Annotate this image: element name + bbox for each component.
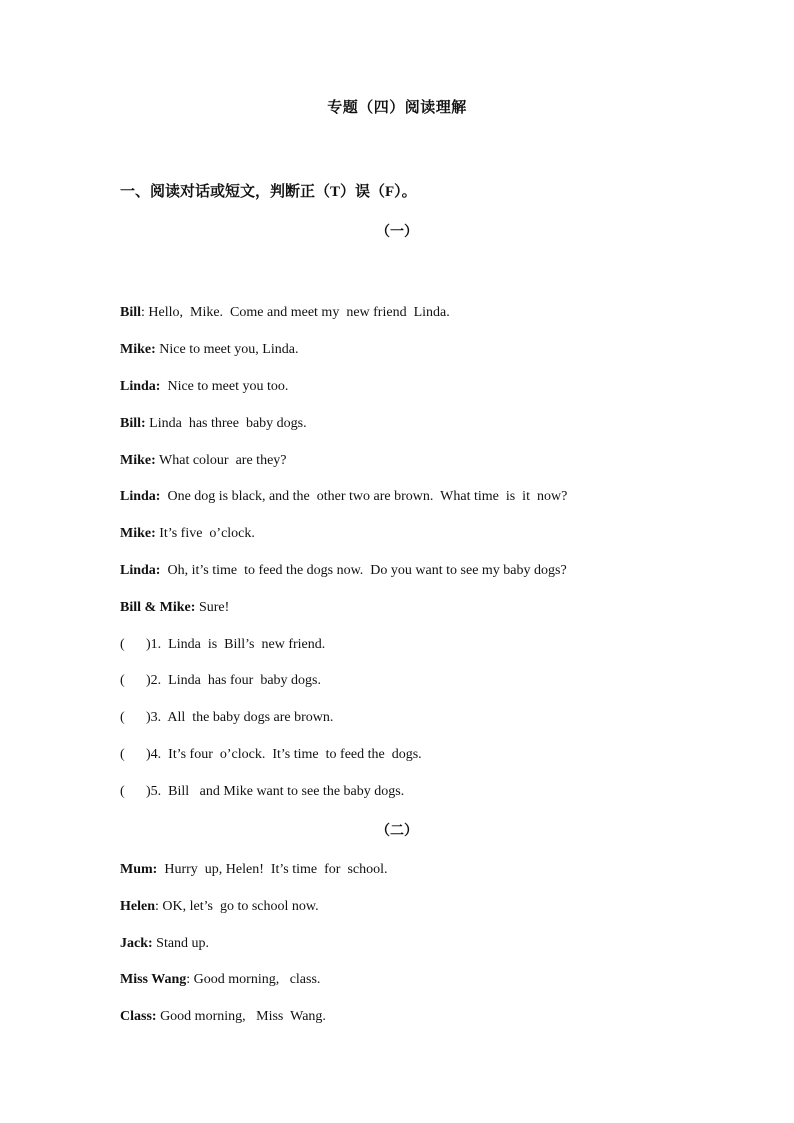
answer-blank-open[interactable]: ( xyxy=(120,673,125,688)
dialogue-line xyxy=(120,898,319,916)
question-text: 2. Linda has four baby dogs. xyxy=(150,673,321,688)
dialogue-line xyxy=(120,861,388,879)
speaker-separator: : xyxy=(155,899,159,914)
answer-blank-close: ) xyxy=(146,673,151,688)
speaker-separator: : xyxy=(186,972,191,987)
dialogue-line xyxy=(120,525,255,543)
true-false-question xyxy=(120,672,321,690)
dialogue-line xyxy=(120,304,450,322)
speaker-name: Jack: xyxy=(120,936,153,951)
true-false-question xyxy=(120,709,333,727)
speaker-name: Bill & Mike: xyxy=(120,600,196,615)
true-false-question xyxy=(120,636,325,654)
dialogue-line xyxy=(120,935,209,953)
part-two-label: （二） xyxy=(376,824,418,839)
dialogue-text: Hello, Mike. Come and meet my new friend Linda. xyxy=(144,305,450,320)
dialogue-line xyxy=(120,415,307,433)
answer-blank-close: ) xyxy=(146,747,151,762)
answer-blank-close: ) xyxy=(146,637,151,652)
speaker-name: Bill: xyxy=(120,416,146,431)
answer-blank-close: ) xyxy=(146,784,151,799)
speaker-name: Linda: xyxy=(120,563,161,578)
dialogue-text: Nice to meet you, Linda. xyxy=(155,342,299,357)
answer-blank-close: ) xyxy=(146,710,151,725)
dialogue-line xyxy=(120,488,567,506)
dialogue-text: Oh, it’s time to feed the dogs now. Do you want to see my baby dogs? xyxy=(160,563,567,578)
dialogue-line xyxy=(120,1008,326,1026)
dialogue-text: Stand up. xyxy=(152,936,210,951)
dialogue-text: Good morning, Miss Wang. xyxy=(156,1009,326,1024)
speaker-name: Helen xyxy=(120,899,155,914)
dialogue-text: What colour are they? xyxy=(155,453,287,468)
page-title: 专题（四）阅读理解 xyxy=(327,100,467,116)
speaker-name: Linda: xyxy=(120,489,161,504)
question-text: 1. Linda is Bill’s new friend. xyxy=(150,637,326,652)
speaker-name: Bill xyxy=(120,305,142,320)
dialogue-text: One dog is black, and the other two are brown. What time is it now? xyxy=(160,489,568,504)
speaker-separator: : xyxy=(141,305,145,320)
part-one-label: （一） xyxy=(376,225,418,240)
dialogue-line xyxy=(120,378,288,396)
dialogue-text: Hurry up, Helen! It’s time for school. xyxy=(157,862,388,877)
speaker-name: Miss Wang xyxy=(120,972,187,987)
question-text: 3. All the baby dogs are brown. xyxy=(150,710,334,725)
dialogue-text: OK, let’s go to school now. xyxy=(158,899,319,914)
dialogue-text: Nice to meet you too. xyxy=(160,379,289,394)
answer-blank-open[interactable]: ( xyxy=(120,710,125,725)
question-text: 4. It’s four o’clock. It’s time to feed the dogs. xyxy=(150,747,422,762)
answer-blank-open[interactable]: ( xyxy=(120,637,125,652)
dialogue-line xyxy=(120,971,320,989)
answer-blank-open[interactable]: ( xyxy=(120,784,125,799)
speaker-name: Mike: xyxy=(120,526,156,541)
true-false-question xyxy=(120,783,404,801)
dialogue-text: Linda has three baby dogs. xyxy=(145,416,307,431)
section-heading: 一、阅读对话或短文，判断正（T）误（F）。 xyxy=(120,184,417,200)
speaker-name: Mike: xyxy=(120,342,156,357)
speaker-name: Mum: xyxy=(120,862,158,877)
true-false-question xyxy=(120,746,422,764)
answer-blank-open[interactable]: ( xyxy=(120,747,125,762)
dialogue-text: It’s five o’clock. xyxy=(155,526,255,541)
dialogue-line xyxy=(120,341,298,359)
speaker-name: Mike: xyxy=(120,453,156,468)
dialogue-line xyxy=(120,599,229,617)
dialogue-line xyxy=(120,452,287,470)
dialogue-text: Good morning, class. xyxy=(190,972,321,987)
question-text: 5. Bill and Mike want to see the baby dogs. xyxy=(150,784,405,799)
dialogue-line xyxy=(120,562,567,580)
dialogue-text: Sure! xyxy=(195,600,230,615)
speaker-name: Linda: xyxy=(120,379,161,394)
speaker-name: Class: xyxy=(120,1009,157,1024)
